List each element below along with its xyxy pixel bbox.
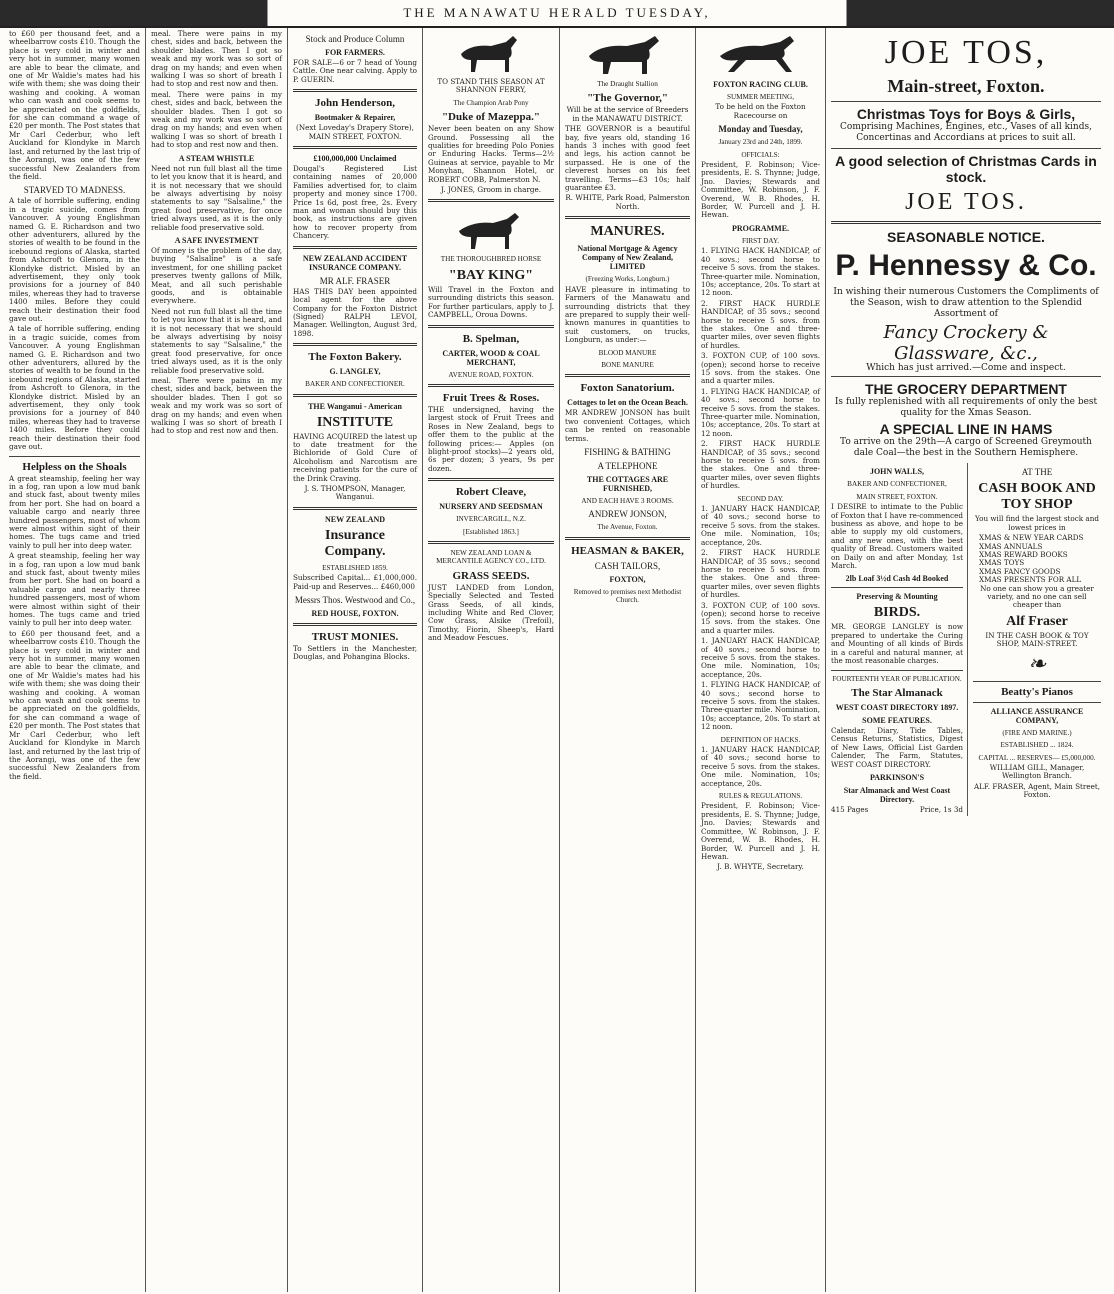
article-testimonial: meal. There were pains in my chest, sides and back, between the shoulder blades. Then I got so weak and my work was so sort of drag on my hands; and even when walking I was so short of breath I had to stop and rest now and then. bbox=[151, 29, 282, 89]
ad-langley-birds: MR. GEORGE LANGLEY is now prepared to undertake the Curing and Mounting of all kinds of Birds in a careful and natural manner, at the most reasonable charges. bbox=[831, 622, 963, 666]
column-1 bbox=[4, 28, 146, 1292]
ad-officials: OFFICIALS: bbox=[741, 150, 780, 159]
ad-spelman-sub: CARTER, WOOD & COAL MERCHANT, bbox=[442, 348, 540, 367]
ad-white: R. WHITE, Park Road, Palmerston North. bbox=[565, 193, 690, 211]
ad-grass: GRASS SEEDS. bbox=[452, 569, 530, 582]
xmas-list-item: XMAS FANCY GOODS bbox=[979, 566, 1061, 576]
xmas-list-item: XMAS & NEW YEAR CARDS bbox=[979, 533, 1084, 543]
ad-mazeppa: "Duke of Mazeppa." bbox=[441, 111, 541, 124]
ad-freezing: (Freezing Works, Longburn.) bbox=[585, 275, 670, 284]
ad-cleave-sub: NURSERY AND SEEDSMAN bbox=[439, 502, 543, 512]
race-10: 1. FLYING HACK HANDICAP, of 40 sovs.; second horse to receive 5 sovs. from the stakes. Three-quarter mile. Nomination, 10s; acceptance, 20s. To start at 12 noon. bbox=[701, 680, 820, 732]
ad-blood: BLOOD MANURE bbox=[598, 348, 657, 357]
ad-bayking-body: Will Travel in the Foxton and surrounding districts this season. For further particulars, apply to J. CAMPBELL, Oroua Downs. bbox=[428, 284, 554, 320]
ad-agency: National Mortgage & Agency Company of New Zealand, LIMITED bbox=[577, 244, 678, 272]
ad-mazeppa-body: Never been beaten on any Show Ground. Possessing all the qualities for breeding Polo Ponies or Enduring Hacks. Terms—2½ Guineas at service, payable to Mr Monyhan, Shannon Hotel, or ROBERT COBB, Palmerston N. bbox=[428, 124, 554, 184]
ad-removed: Removed to premises next Methodist Church. bbox=[573, 587, 682, 605]
xmas-list-item: XMAS TOYS bbox=[979, 558, 1025, 568]
race-8: 3. FOXTON CUP, of 100 sovs. (open); second horse to receive 15 sovs. from the stakes. One and a quarter miles. bbox=[701, 600, 820, 635]
ad-institute-body: HAVING ACQUIRED the latest up to date treatment for the Bichloride of Gold Cure of Alcoholism and Narcotism are receiving patients for the cure of the Drink Craving. bbox=[293, 431, 417, 483]
ad-grocery: THE GROCERY DEPARTMENT bbox=[865, 381, 1067, 398]
ad-rules-body: President, F. Robinson; Vice-presidents, E. S. Thynne; Judge, Jno. Davies; Stewards and Committee, W. Robinson, J. F. Overend, W. B. Rhodes, H. Border, W. Purcell and J. H. Hewan. bbox=[701, 801, 820, 861]
ad-grass-body: JUST LANDED from London, Specially Selected and Tested Grass Seeds, of all kinds, including White and Red Clover, Cow Grass, Alsike (Trefoil), Timothy, Fiorin, Sheep's, Hard and Meadow Fescues. bbox=[428, 582, 554, 643]
ad-governor: "The Governor," bbox=[587, 92, 668, 105]
column-3 bbox=[288, 28, 423, 1292]
ad-first-day: FIRST DAY. bbox=[741, 236, 780, 245]
ad-spelman: B. Spelman, bbox=[462, 332, 520, 345]
ad-arrived: Which has just arrived.—Come and inspect. bbox=[866, 363, 1066, 373]
race-3: 3. FOXTON CUP, of 100 sovs. (open); second horse to receive 15 sovs. from the stakes. One and a quarter miles. bbox=[701, 351, 820, 386]
ad-institute: INSTITUTE bbox=[316, 414, 394, 430]
masthead bbox=[0, 0, 1114, 28]
ad-manures-body: HAVE pleasure in intimating to Farmers of the Manawatu and surrounding districts that they are prepared to supply their well-known manures in quantities to suit customers, on trucks, Longburn, as under:— bbox=[565, 284, 690, 345]
ad-henderson-addr: (Next Loveday's Drapery Store), MAIN STREET, FOXTON. bbox=[296, 123, 414, 141]
ad-insurance-co: Insurance Company. bbox=[324, 527, 386, 559]
article-helpless-cont2: to £60 per thousand feet, and a wheelbarrow costs £10. Though the place is very cold in winter and very hot in summer, many women are able to bear the climate, and one of Mr Waldie's mates had his wife with them; she was doing their washing and cooking. A woman who can wash and cook seems to be appreciated on the goldfields, for she can command a wage of £20 per month. The Post states that Mr Carl Cederbur, who left Auckland for Klondyke in March last, and returned by the last trip of the Aorangi, was one of the few successful New Zealanders from the field. bbox=[9, 628, 140, 781]
heading-safe-investment: A SAFE INVESTMENT bbox=[174, 235, 259, 245]
ad-agent: ALF. FRASER, Agent, Main Street, Foxton. bbox=[973, 781, 1101, 800]
ad-officials-body: President, F. Robinson; Vice-presidents, E. S. Thynne; Judge, Jno. Davies; Stewards and Committee, W. Robinson, J. F. Overend, W. B. Rhodes, H. Border, W. Purcell and J. H. Hewan. bbox=[701, 160, 820, 220]
ad-held: To be held on the Foxton Racecourse on bbox=[715, 102, 806, 120]
ad-furnished-sub: AND EACH HAVE 3 ROOMS. bbox=[581, 496, 674, 505]
xmas-list-item: XMAS ANNUALS bbox=[979, 541, 1043, 551]
ad-fancy: Fancy Crockery & Glassware, &c., bbox=[883, 322, 1049, 364]
ad-for-sale: FOR SALE—6 or 7 head of Young Cattle. One near calving. Apply to P. GUERIN. bbox=[293, 58, 417, 84]
ad-henderson: John Henderson, bbox=[314, 97, 396, 110]
ad-cashbook-shop: CASH BOOK AND TOY SHOP bbox=[978, 481, 1096, 513]
ad-special: A SPECIAL LINE IN HAMS bbox=[879, 421, 1053, 438]
column-2 bbox=[146, 28, 288, 1292]
race-7: 2. FIRST HACK HURDLE HANDICAP, of 35 sovs.; second horse to receive 5 sovs. from the stakes. One and three-quarter miles, over seven flights of hurdles. bbox=[701, 548, 820, 600]
ad-furnished: THE COTTAGES ARE FURNISHED, bbox=[586, 474, 669, 493]
ad-established-1824: ESTABLISHED ... 1824. bbox=[1000, 741, 1074, 750]
ad-thoroughbred: THE THOROUGHBRED HORSE bbox=[440, 255, 542, 264]
ad-governor-sub: Will be at the service of Breeders in the MANAWATU DISTRICT. bbox=[566, 105, 689, 123]
ad-meeting: SUMMER MEETING, bbox=[726, 93, 795, 101]
column-4 bbox=[423, 28, 560, 1292]
ad-main-street: Main-street, Foxton. bbox=[887, 76, 1045, 96]
article-steam-whistle: Need not run full blast all the time to let you know that it is heard, and it is not necessary that we should be always advertising by noisy statements to say "Salsaline," the great food preservative, for once tried always used, as it is the only reliable food preservative sold. bbox=[151, 163, 282, 232]
ad-tailors: CASH TAILORS, bbox=[594, 560, 661, 571]
horse-illustration bbox=[451, 32, 531, 76]
ad-hacks-body: 1. JANUARY HACK HANDICAP, of 40 sovs.; second horse to receive 5 sovs. from the stakes. One mile. Nomination, 10s; acceptance, 20s. bbox=[701, 745, 820, 788]
ad-wishing: In wishing their numerous Customers the Compliments of the Season, wish to draw attention to the Splendid Assortment of bbox=[833, 287, 1099, 319]
ad-stand: TO STAND THIS SEASON AT SHANNON FERRY, bbox=[437, 77, 545, 95]
ad-bakery: The Foxton Bakery. bbox=[308, 351, 402, 364]
ad-features-body: Calendar, Diary, Tide Tables, Census Returns, Statistics, Digest of New Laws, Official List Garden Calender, The Farm, Statutes, WEST COAST DIRECTORY. bbox=[831, 725, 963, 769]
ad-nz-insurance: NEW ZEALAND bbox=[324, 514, 386, 524]
ad-parkinson: PARKINSON'S bbox=[869, 772, 925, 782]
article-starved-cont: A tale of horrible suffering, ending in a tragic suicide, comes from Vancouver. A young Englishman named G. E. Richardson and two other adventurers, allured by the stories of wealth to be found in the icebound regions of Alaska, started from Ashcroft to Glenora, in the Klondyke district. Misled by an advertisement, they only took provisions for a journey of 840 miles, whereas they had to traverse 1400 miles. Before they could reach their destination their food gave out. bbox=[9, 324, 140, 452]
ad-thompson: J. S. THOMPSON, Manager, Wanganui. bbox=[304, 483, 406, 502]
ad-star: The Star Almanack bbox=[851, 686, 943, 699]
article-safe-cont2: meal. There were pains in my chest, sides and back, between the shoulder blades. Then I got so weak and my work was so sort of drag on my hands; and even when walking I was so short of breath I had to stop and rest now and then. bbox=[151, 376, 282, 436]
ad-alf-fraser: Alf Fraser bbox=[1006, 613, 1068, 629]
ad-cleave: Robert Cleave, bbox=[455, 486, 527, 499]
ad-walls-addr: MAIN STREET, FOXTON. bbox=[856, 492, 938, 501]
horse-illustration-2 bbox=[451, 207, 531, 251]
ad-second-day: SECOND DAY. bbox=[737, 494, 784, 503]
ad-champion: The Champion Arab Pony bbox=[453, 98, 529, 107]
ad-replenished: Is fully replenished with all requirements of only the best quality for the Xmas Season. bbox=[834, 397, 1098, 419]
column-6 bbox=[696, 28, 826, 1292]
ad-alliance: ALLIANCE ASSURANCE COMPANY, bbox=[990, 706, 1084, 725]
xmas-list-item: XMAS PRESENTS FOR ALL bbox=[979, 575, 1082, 585]
ad-foxton: FOXTON, bbox=[609, 574, 646, 584]
race-2: 2. FIRST HACK HURDLE HANDICAP, of 35 sovs.; second horse to receive 5 sovs. from the stakes. One and three-quarter miles, over seven flights of hurdles. bbox=[701, 298, 820, 350]
ad-directory: WEST COAST DIRECTORY 1897. bbox=[835, 702, 959, 712]
ad-programme: PROGRAMME. bbox=[731, 223, 790, 233]
signature-glyph: ❧ bbox=[1027, 650, 1047, 676]
ad-jonson-addr: The Avenue, Foxton. bbox=[597, 523, 658, 532]
ad-fruit-trees-body: THE undersigned, having the largest stock of Fruit Trees and Roses in New Zealand, begs to offer them to the public at the following prices:— Apples (on blight-proof stocks)—2 years old, 6s per dozen; 3 years, 9s per dozen. bbox=[428, 404, 554, 473]
ad-loaf: 2lb Loaf 3½d Cash 4d Booked bbox=[845, 574, 949, 584]
ad-cheaper: No one can show you a greater variety, and no one can sell cheaper than bbox=[980, 583, 1094, 610]
article-safe-investment: Of money is the problem of the day, buying "Salsaline" is a safe investment, for one shilling packet preserves twenty gallons of Milk, Meat, and all such perishable goods, and is obtainable everywhere. bbox=[151, 245, 282, 306]
ad-whyte: J. B. WHYTE, Secretary. bbox=[717, 862, 804, 872]
ad-loan: NEW ZEALAND LOAN & MERCANTILE AGENCY CO., LTD. bbox=[436, 548, 546, 566]
ad-gill: WILLIAM GILL, Manager, Wellington Branch. bbox=[989, 762, 1085, 781]
ad-reserves: CAPITAL ... RESERVES— £5,000,000. bbox=[978, 753, 1096, 762]
xmas-list bbox=[973, 534, 1101, 584]
article-starved: A tale of horrible suffering, ending in a tragic suicide, comes from Vancouver. A young Englishman named G. E. Richardson and two other adventurers, allured by the stories of wealth to be found in the icebound regions of Alaska, started from Ashcroft to Glenora, in the Klondyke district. Misled by an advertisement, they only took provisions for a journey of 840 miles, whereas they had to traverse 1400 miles. Before they could reach their destination their food gave out. bbox=[9, 196, 140, 323]
xmas-list-item: XMAS REWARD BOOKS bbox=[979, 550, 1068, 560]
ad-star-head: FOURTEENTH YEAR OF PUBLICATION. bbox=[832, 674, 962, 683]
ad-trust: TRUST MONIES. bbox=[311, 631, 399, 643]
ad-trust-body: To Settlers in the Manchester, Douglas, and Pohangina Blocks. bbox=[293, 644, 417, 662]
ad-capital: Subscribed Capital... £1,000,000. Paid-up and Reserves... £460,000 bbox=[293, 573, 417, 591]
ad-features: SOME FEATURES. bbox=[862, 715, 932, 725]
race-6: 1. JANUARY HACK HANDICAP, of 40 sovs.; second horse to receive 5 sovs. from the stakes. One mile. Nomination, 10s; acceptance, 20s. bbox=[701, 504, 820, 547]
ad-sanatorium: Foxton Sanatorium. bbox=[580, 382, 675, 395]
ad-manures: MANURES. bbox=[590, 224, 665, 240]
heading-for-farmers: FOR FARMERS. bbox=[325, 48, 385, 57]
ad-walls-body: I DESIRE to intimate to the Public of Foxton that I have re-commenced business as above, and hope to be able to supply my old customers, and any new ones, with the best quality of Bread. Customers waited on Daily on and after Monday, 1st March. bbox=[831, 502, 963, 571]
ad-unclaimed-body: Dougal's Registered List containing names of 20,000 Families advertised for, to claim property and money since 1700. Price 1s 6d, post free, 2s. Every man and woman should buy this book, as instructions are given how to recover property from Chancery. bbox=[293, 164, 417, 241]
ad-groom: J. JONES, Groom in charge. bbox=[440, 185, 542, 195]
ad-at-the: AT THE bbox=[1021, 467, 1053, 478]
ad-langley-sub: BAKER AND CONFECTIONER. bbox=[305, 380, 405, 389]
ad-selection: A good selection of Christmas Cards in stock. bbox=[835, 153, 1097, 185]
heading-starved: STARVED TO MADNESS. bbox=[23, 185, 126, 196]
ad-fishing: FISHING & BATHING bbox=[584, 446, 671, 457]
subcolumns bbox=[831, 463, 1101, 816]
ad-jonson: ANDREW JONSON, bbox=[588, 509, 667, 520]
ad-bone: BONE MANURE bbox=[601, 360, 654, 369]
masthead-title: THE MANAWATU HERALD TUESDAY, bbox=[387, 5, 726, 21]
column-7 bbox=[826, 28, 1106, 1292]
ad-wanganui: THE Wanganui - American bbox=[308, 401, 402, 411]
ad-seasonable: SEASONABLE NOTICE. bbox=[887, 229, 1045, 245]
ad-stallion: The Draught Stallion bbox=[597, 80, 658, 88]
ad-westwood: Messrs Thos. Westwood and Co., bbox=[294, 595, 416, 605]
ad-fraser: MR ALF. FRASER bbox=[319, 275, 391, 286]
ad-dates: January 23rd and 24th, 1899. bbox=[718, 138, 803, 147]
article-testimonial-cont: meal. There were pains in my chest, sides and back, between the shoulder blades. Then I got so weak and my work was so sort of drag on my hands; and even when walking I was so short of breath I had to stop and rest now and then. bbox=[151, 89, 282, 150]
ad-hacks: DEFINITION OF HACKS. bbox=[720, 735, 801, 744]
ad-arrive: To arrive on the 29th—A cargo of Screened Greymouth dale Coal—the best in the Southern Hemisphere. bbox=[840, 437, 1092, 459]
article-helpless-cont: A great steamship, feeling her way in a fog, ran upon a low mud bank and stuck fast, about twenty miles from her port. She had on board a valuable cargo and nearly three hundred passengers, most of whom were almost within sight of their homes. The tugs came and tried vainly to pull her into deep water. bbox=[9, 551, 140, 628]
ad-cleave-est: [Established 1863.] bbox=[463, 527, 519, 536]
race-5: 2. FIRST HACK HURDLE HANDICAP, of 35 sovs.; second horse to receive 5 sovs. from the stakes. One and three-quarter miles, over seven flights of hurdles. bbox=[701, 439, 820, 491]
ad-joe-tos: JOE TOS, bbox=[884, 34, 1048, 71]
race-1: 1. FLYING HACK HANDICAP, of 40 sovs.; second horse to receive 5 sovs. from the stakes. Three-quarter mile. Nomination, 10s; acceptance, 20s. To start at 12 noon. bbox=[701, 246, 820, 298]
article-safe-cont: Need not run full blast all the time to let you know that it is heard, and it is not necessary that we should be always advertising by noisy statements to say "Salsaline," the great food preservative, for once tried always used, as it is the only reliable food preservative sold. bbox=[151, 306, 282, 375]
ad-pages: 415 Pages bbox=[831, 804, 869, 814]
heading-helpless: Helpless on the Shoals bbox=[22, 460, 127, 473]
ad-unclaimed: £100,000,000 Unclaimed bbox=[313, 154, 397, 164]
ad-price: Price, 1s 3d bbox=[919, 804, 963, 814]
ad-established: ESTABLISHED 1859. bbox=[322, 563, 388, 572]
ad-fruit-trees: Fruit Trees & Roses. bbox=[442, 391, 540, 404]
ad-preserving: Preserving & Mounting bbox=[856, 592, 938, 602]
heading-stock-produce: Stock and Produce Column bbox=[305, 34, 405, 44]
article-klondyke: to £60 per thousand feet, and a wheelbarrow costs £10. Though the place is very cold in winter and very hot in summer, many women are able to bear the climate, and one of Mr Waldie's mates had his wife with them; she was doing their washing and cooking. A woman who can wash and cook seems to be appreciated on the goldfields, for she can command a wage of £20 per month. The Post states that Mr Carl Cederbur, who left Auckland for Klondyke in March last, and returned by the last trip of the Aorangi, was one of the few successful New Zealanders from the field. bbox=[9, 29, 140, 181]
ad-walls: JOHN WALLS, bbox=[869, 467, 925, 477]
subcolumn-right bbox=[968, 463, 1101, 816]
ad-redhouse: RED HOUSE, FOXTON. bbox=[311, 609, 399, 618]
ad-racing-club: FOXTON RACING CLUB. bbox=[713, 80, 808, 89]
ad-jonson-body: MR ANDREW JONSON has built two convenient Cottages, which can be rented on reasonable terms. bbox=[565, 408, 690, 443]
race-9: 1. JANUARY HACK HANDICAP, of 40 sovs.; second horse to receive 5 sovs. from the stakes. One mile. Nomination, 10s; acceptance, 20s. bbox=[701, 636, 820, 679]
ad-henderson-sub: Bootmaker & Repairer, bbox=[314, 113, 396, 123]
ad-heasman: HEASMAN & BAKER, bbox=[571, 544, 684, 557]
ad-walls-sub: BAKER AND CONFECTIONER, bbox=[847, 480, 947, 489]
ad-alf-addr: IN THE CASH BOOK & TOY SHOP, MAIN-STREET. bbox=[985, 630, 1089, 649]
stallion-illustration bbox=[583, 32, 673, 76]
ad-nz-accident: NEW ZEALAND ACCIDENT INSURANCE COMPANY. bbox=[302, 253, 408, 272]
ad-comprising: Comprising Machines, Engines, etc., Vases of all kinds, Concertinas and Accordians at prices to suit all. bbox=[840, 122, 1092, 143]
race-4: 1. FLYING HACK HANDICAP, of 40 sovs.; second horse to receive 5 sovs. from the stakes. Three-quarter mile. Nomination, 10s; acceptance, 20s. To start at 12 noon. bbox=[701, 386, 820, 438]
ad-beatty: Beatty's Pianos bbox=[1001, 685, 1073, 698]
subcolumn-left bbox=[831, 463, 968, 816]
ad-star-footer bbox=[831, 806, 963, 816]
ad-governor-body: THE GOVERNOR is a beautiful bay, five years old, standing 16 hands 3 inches with good feet and legs, his action cannot be surpassed. He is one of the cleverest horses on his feet travelling. Terms—£3 10s; half guarantee £3. bbox=[565, 124, 690, 193]
heading-steam-whistle: A STEAM WHISTLE bbox=[178, 153, 255, 163]
article-helpless: A great steamship, feeling her way in a fog, ran upon a low mud bank and stuck fast, about twenty miles from her port. She had on board a valuable cargo and nearly three hundred passengers, most of whom were almost within sight of their homes. The tugs came and tried vainly to pull her into deep water. bbox=[9, 473, 140, 550]
ad-cottages: Cottages to let on the Ocean Beach. bbox=[567, 398, 688, 408]
ad-hennessy: P. Hennessy & Co. bbox=[835, 249, 1097, 282]
ad-langley: G. LANGLEY, bbox=[329, 367, 381, 377]
ad-telephone: A TELEPHONE bbox=[597, 460, 658, 471]
ad-rules: RULES & REGULATIONS. bbox=[718, 792, 803, 801]
ad-largest: You will find the largest stock and lowest prices in bbox=[975, 514, 1099, 532]
ad-christmas-toys: Christmas Toys for Boys & Girls, bbox=[856, 106, 1076, 122]
ad-spelman-addr: AVENUE ROAD, FOXTON. bbox=[448, 370, 534, 379]
ad-star2: Star Almanack and West Coast Directory. bbox=[843, 785, 951, 804]
ad-cleave-addr: INVERCARGILL, N.Z. bbox=[456, 515, 526, 524]
ad-bayking: "BAY KING" bbox=[448, 267, 534, 283]
racehorse-illustration bbox=[716, 32, 806, 76]
ad-joe-tos-2: JOE TOS. bbox=[905, 189, 1027, 215]
column-5 bbox=[560, 28, 696, 1292]
ad-fraser-body: HAS THIS DAY been appointed local agent for the above Company for the Foxton District (Signed) RALPH LEVOI, Manager. Wellington, August 3rd, 1898. bbox=[293, 286, 417, 338]
ad-days: Monday and Tuesday, bbox=[718, 124, 803, 135]
ad-birds: BIRDS. bbox=[873, 605, 921, 621]
ad-fire: (FIRE AND MARINE.) bbox=[1002, 728, 1072, 737]
